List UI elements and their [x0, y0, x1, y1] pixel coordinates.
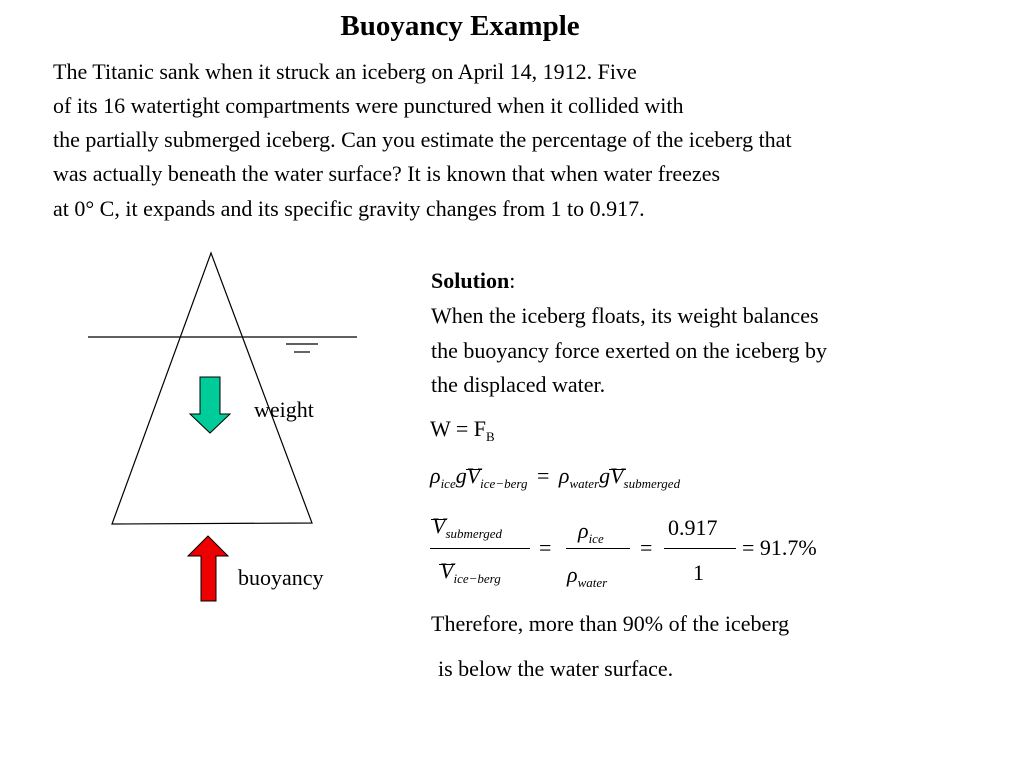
equation-weight-equals-buoyancy: $W = F_B$: [430, 416, 495, 444]
buoyancy-label: buoyancy: [238, 565, 324, 590]
iceberg-diagram: [80, 240, 380, 610]
equals-sign-2: =: [640, 535, 653, 560]
solution-line-2: the buoyancy force exerted on the iceberg by: [431, 338, 828, 363]
equation-density-volume: $\rho_{ice}gV_{ice-berg} = \rho_{water}gV_{submerged}$: [430, 463, 681, 491]
fraction-3-bar: [664, 548, 736, 549]
page-title: Buoyancy Example: [340, 10, 580, 42]
conclusion-line-2: is below the water surface.: [438, 656, 674, 681]
problem-line-2: of its 16 watertight compartments were punctured when it collided with: [53, 93, 684, 118]
problem-line-4: was actually beneath the water surface? It is known that when water freezes: [53, 161, 721, 186]
fraction-2-bar: [566, 548, 630, 549]
solution-line-3: the displaced water.: [431, 372, 606, 397]
conclusion-line-1: Therefore, more than 90% of the iceberg: [431, 611, 790, 636]
fraction-3-numerator: 0.917: [668, 515, 718, 540]
fraction-2-numerator: $\rho_{ice}$: [578, 518, 604, 546]
fraction-1-denominator: $V_{ice-berg}$: [440, 558, 501, 586]
buoyancy-arrow-icon: [188, 536, 228, 601]
weight-label: weight: [254, 397, 314, 422]
problem-line-1: The Titanic sank when it struck an iceberg on April 14, 1912. Five: [53, 59, 637, 84]
equals-sign-1: =: [539, 535, 552, 560]
equation-result: = 91.7%: [742, 535, 817, 560]
fraction-1-bar: [430, 548, 530, 549]
solution-heading: Solution:: [431, 268, 516, 293]
fraction-3-denominator: 1: [693, 560, 704, 585]
fraction-2-denominator: $\rho_{water}$: [567, 562, 608, 590]
weight-arrow-icon: [190, 377, 230, 433]
problem-line-3: the partially submerged iceberg. Can you estimate the percentage of the iceberg that: [53, 127, 792, 152]
problem-line-5: at 0° C, it expands and its specific gravity changes from 1 to 0.917.: [53, 196, 645, 221]
fraction-1-numerator: $V_{submerged}$: [432, 513, 503, 541]
solution-line-1: When the iceberg floats, its weight balances: [431, 303, 819, 328]
